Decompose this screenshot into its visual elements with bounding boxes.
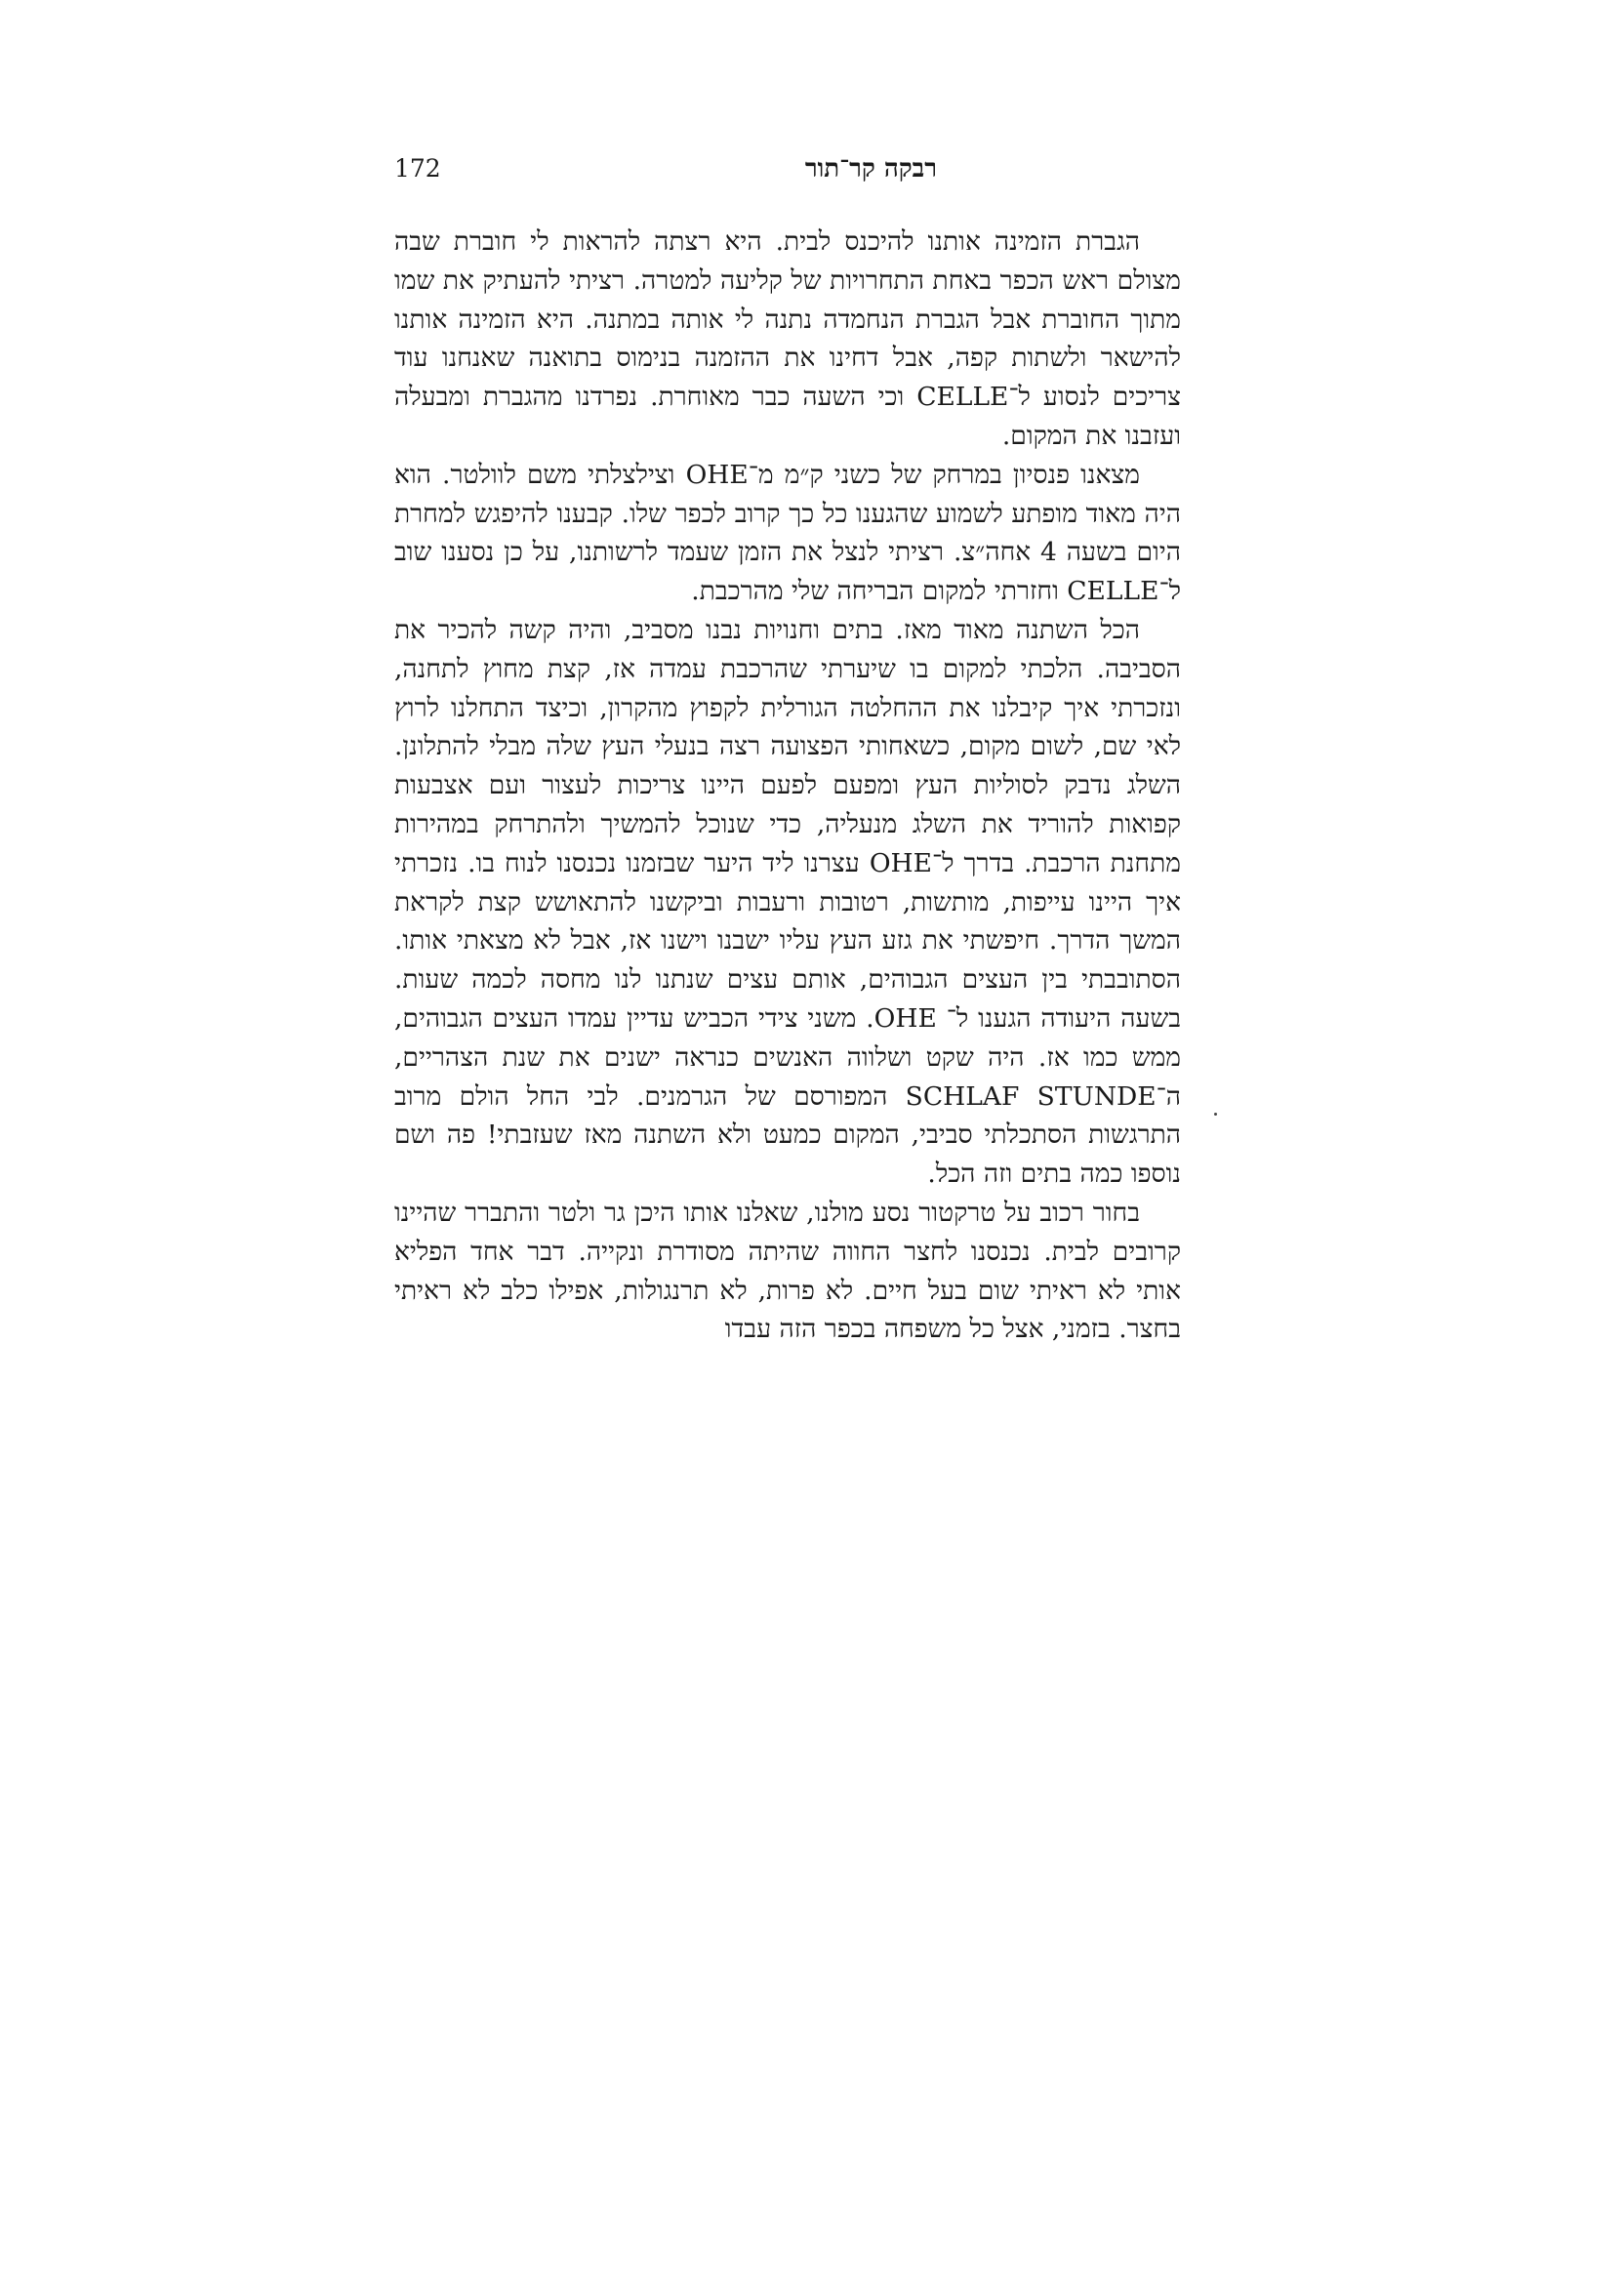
paragraph-2: מצאנו פנסיון במרחק של כשני ק״מ מ־OHE וצילצלתי משם לוולטר. הוא היה מאוד מופתע לשמוע שהגענו כל כך קרוב לכפר שלו. קבענו להיפגש למחרת היום בשעה 4 אחה״צ. רציתי לנצל את הזמן שעמד לרשותנו, על כן נסענו שוב ל־CELLE וחזרתי למקום הבריחה שלי מהרכבת. (394, 459, 1181, 607)
running-header (394, 154, 1181, 193)
paragraph-1: הגברת הזמינה אותנו להיכנס לבית. היא רצתה להראות לי חוברת שבה מצולם ראש הכפר באחת התחרויות של קליעה למטרה. רציתי להעתיק את שמו מתוך החוברת אבל הגברת הנחמדה נתנה לי אותה במתנה. היא הזמינה אותנו להישאר ולשתות קפה, אבל דחינו את ההזמנה בנימוס בתואנה שאנחנו עוד צריכים לנסוע ל־CELLE וכי השעה כבר מאוחרת. נפרדנו מהגברת ומבעלה ועזבנו את המקום. (394, 226, 1182, 451)
paragraph-4: בחור רכוב על טרקטור נסע מולנו, שאלנו אותו היכן גר ולטר והתברר שהיינו קרובים לבית. נכנסנו לחצר החווה שהיתה מסודרת ונקייה. דבר אחד הפליא אותי לא ראיתי שום בעל חיים. לא פרות, לא תרנגולות, אפילו כלב לא ראיתי בחצר. בזמני, אצל כל משפחה בכפר הזה עבדו (394, 1197, 1181, 1345)
page-number: 172 (394, 154, 441, 183)
body-text (394, 223, 1181, 1349)
scan-speck (1214, 1113, 1217, 1116)
running-title: רבקה קר־תור (804, 154, 937, 183)
paragraph-3: הכל השתנה מאוד מאז. בתים וחנויות נבנו מסביב, והיה קשה להכיר את הסביבה. הלכתי למקום בו שיערתי שהרכבת עמדה אז, קצת מחוץ לתחנה, ונזכרתי איך קיבלנו את ההחלטה הגורלית לקפוץ מהקרון, וכיצד התחלנו לרוץ לאי שם, לשום מקום, כשאחותי הפצועה רצה בנעלי העץ שלה מבלי להתלונן. השלג נדבק לסוליות העץ ומפעם לפעם היינו צריכות לעצור ועם אצבעות קפואות להוריד את השלג מנעליה, כדי שנוכל להמשיך ולהתרחק במהירות מתחנת הרכבת. בדרך ל־OHE עצרנו ליד היער שבזמנו נכנסנו לנוח בו. נזכרתי איך היינו עייפות, מותשות, רטובות ורעבות וביקשנו להתאושש קצת לקראת המשך הדרך. חיפשתי את גזע העץ עליו ישבנו וישנו אז, אבל לא מצאתי אותו. הסתובבתי בין העצים הגבוהים, אותם עצים שנתנו לנו מחסה לכמה שעות. בשעה היעודה הגענו ל־ OHE. משני צידי הכביש עדיין עמדו העצים הגבוהים, ממש כמו אז. היה שקט ושלווה האנשים כנראה ישנים את שנת הצהריים, ה־SCHLAF STUNDE המפורסם של הגרמנים. לבי החל הולם מרוב התרגשות הסתכלתי סביבי, המקום כמעט ולא השתנה מאז שעזבתי! פה ושם נוספו כמה בתים וזה הכל. (394, 614, 1182, 1190)
